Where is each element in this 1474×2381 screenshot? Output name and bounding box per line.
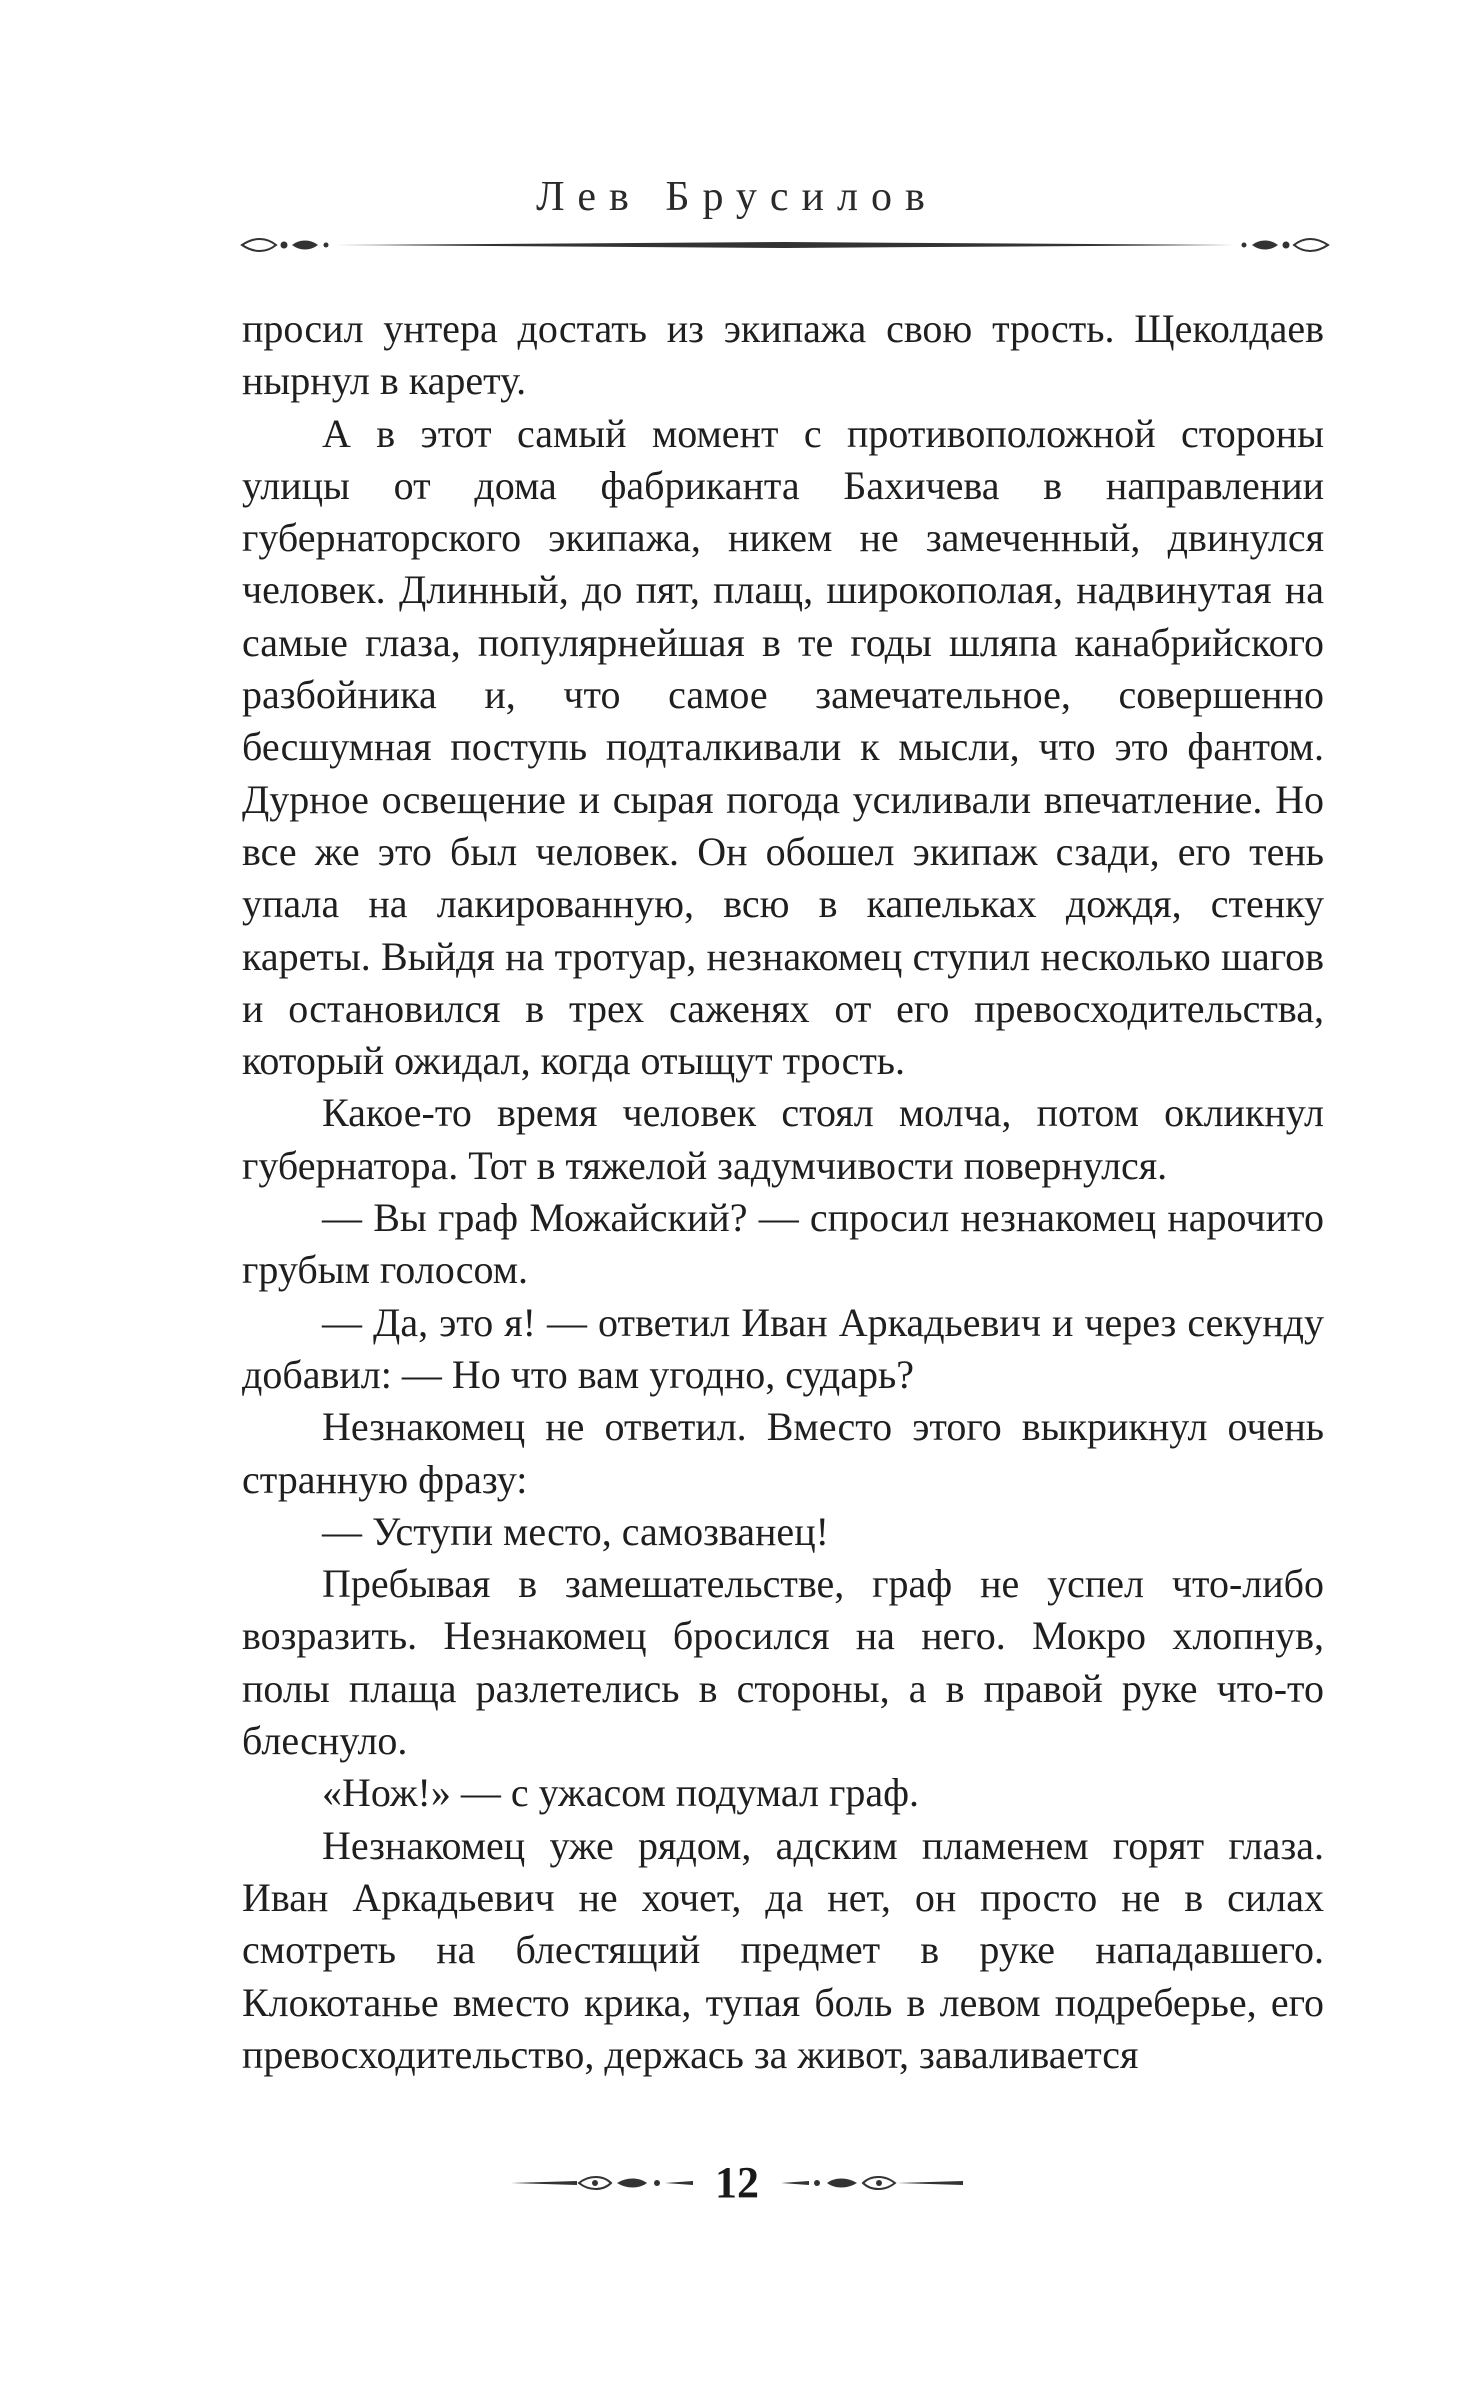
- dialogue-line: — Да, это я! — ответил Иван Аркадьевич и через секунду добавил: — Но что вам угодно, сударь?: [242, 1299, 1324, 1397]
- paragraph: Пребывая в замешательстве, граф не успел что-либо возразить. Незнакомец бросился на него. Мокро хлопнув, полы плаща разлетелись в стороны, а в правой руке что-то блеснуло.: [242, 1561, 1324, 1764]
- dialogue-line: — Уступи место, самозванец!: [322, 1508, 829, 1554]
- paragraph: А в этот самый момент с противоположной стороны улицы от дома фабриканта Бахичева в направлении губернаторского экипажа, никем не замеченный, двинулся человек. Длинный, до пят, плащ, широкополая, надвинутая на самые глаза, популярнейшая в те годы шляпа канабрийского разбойника и, что самое замечательное, совершенно бесшумная поступь подталкивали к мысли, что это фантом. Дурное освещение и сырая погода усиливали впечатление. Но все же это был человек. Он обошел экипаж сзади, его тень упала на лакированную, всю в капельках дождя, стенку кареты. Выйдя на тротуар, незнакомец ступил несколько шагов и остановился в трех саженях от его превосходительства, который ожидал, когда отыщут трость.: [242, 410, 1324, 1084]
- paragraph: Незнакомец не ответил. Вместо этого выкрикнул очень странную фразу:: [242, 1404, 1324, 1502]
- paragraph: просил унтера достать из экипажа свою трость. Щеколдаев нырнул в карету.: [242, 306, 1324, 404]
- header-ornament-divider: [240, 232, 1330, 258]
- left-folio-ornament: [507, 2171, 697, 2195]
- paragraph: «Нож!» — с ужасом подумал граф.: [322, 1770, 920, 1816]
- page-footer: [0, 2153, 1474, 2213]
- dialogue-line: — Вы граф Можайский? — спросил незнакомец нарочито грубым голосом.: [242, 1195, 1324, 1293]
- body-text: [242, 303, 1324, 2081]
- running-title: Лев Брусилов: [536, 174, 938, 220]
- paragraph: Незнакомец уже рядом, адским пламенем горят глаза. Иван Аркадьевич не хочет, да нет, он просто не в силах смотреть на блестящий предмет в руке нападавшего. Клокотанье вместо крика, тупая боль в левом подреберье, его превосходительство, держась за живот, заваливается: [242, 1822, 1324, 2077]
- page-number: 12: [715, 2158, 759, 2207]
- paragraph: Какое-то время человек стоял молча, потом окликнул губернатора. Тот в тяжелой задумчивости повернулся.: [242, 1090, 1324, 1188]
- right-folio-ornament: [777, 2171, 967, 2195]
